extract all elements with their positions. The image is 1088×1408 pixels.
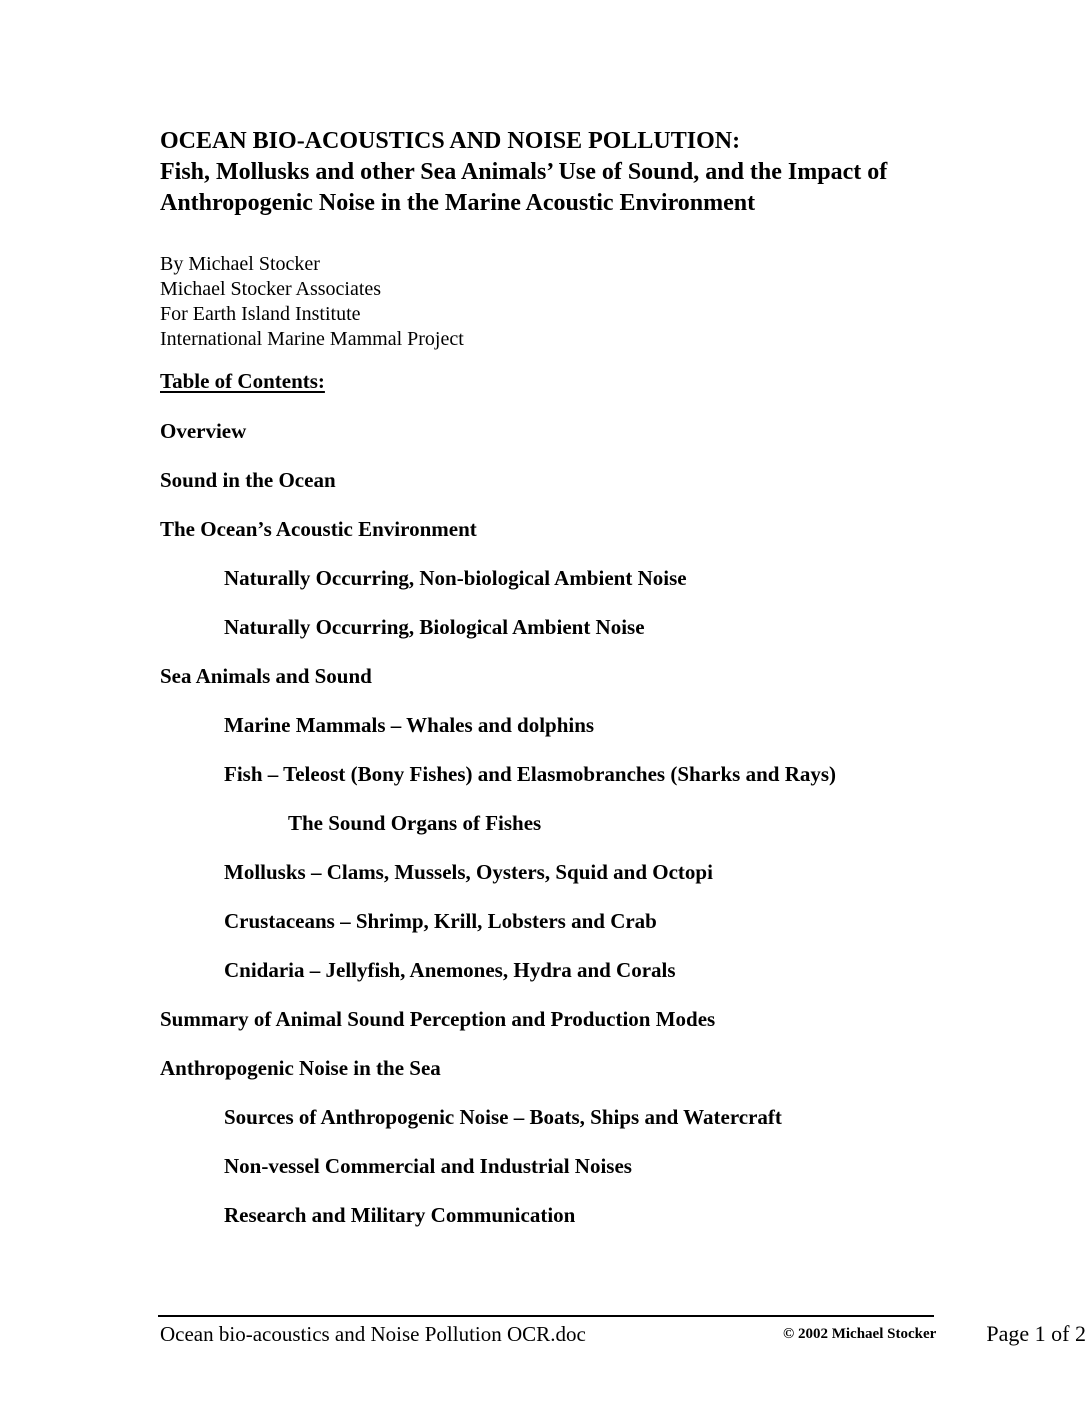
byline-institute: For Earth Island Institute	[160, 303, 361, 325]
toc-item: Anthropogenic Noise in the Sea	[160, 1056, 441, 1080]
footer-divider	[158, 1315, 934, 1317]
byline	[160, 252, 1088, 352]
title-line: Fish, Mollusks and other Sea Animals’ Use of Sound, and the Impact of	[160, 159, 888, 185]
byline-organization: Michael Stocker Associates	[160, 278, 382, 300]
toc-item: Sea Animals and Sound	[160, 664, 372, 688]
toc-list	[160, 420, 1088, 1226]
footer-copyright: © 2002 Michael Stocker	[783, 1326, 937, 1342]
toc-item: Naturally Occurring, Non-biological Ambient Noise	[224, 566, 687, 590]
toc-item: Sound in the Ocean	[160, 468, 336, 492]
title-line: Anthropogenic Noise in the Marine Acoustic Environment	[160, 190, 756, 216]
page-footer	[0, 1315, 1088, 1375]
byline-author: By Michael Stocker	[160, 253, 320, 275]
toc-item: Cnidaria – Jellyfish, Anemones, Hydra and Corals	[224, 958, 676, 982]
document-content	[160, 0, 1088, 1253]
document-title	[160, 126, 1088, 219]
byline-project: International Marine Mammal Project	[160, 328, 464, 350]
toc-item: Mollusks – Clams, Mussels, Oysters, Squid and Octopi	[224, 860, 713, 884]
toc-item: Summary of Animal Sound Perception and Production Modes	[160, 1007, 716, 1031]
toc-item: Sources of Anthropogenic Noise – Boats, Ships and Watercraft	[224, 1105, 782, 1129]
toc-item: Research and Military Communication	[224, 1203, 576, 1227]
toc-item: Overview	[160, 419, 247, 443]
toc-item: Non-vessel Commercial and Industrial Noises	[224, 1154, 632, 1178]
toc-item: The Ocean’s Acoustic Environment	[160, 517, 477, 541]
toc-item: Marine Mammals – Whales and dolphins	[224, 713, 595, 737]
title-line: OCEAN BIO-ACOUSTICS AND NOISE POLLUTION:	[160, 128, 741, 154]
toc-item: Crustaceans – Shrimp, Krill, Lobsters and Crab	[224, 909, 657, 933]
footer-filename: Ocean bio-acoustics and Noise Pollution OCR.doc	[160, 1322, 586, 1346]
toc-item: Naturally Occurring, Biological Ambient Noise	[224, 615, 645, 639]
footer-page-number: Page 1 of 2	[986, 1321, 1086, 1346]
toc-heading-label: Table of Contents:	[160, 369, 325, 393]
toc-item: The Sound Organs of Fishes	[288, 811, 542, 835]
toc-heading	[160, 369, 1088, 394]
toc-item: Fish – Teleost (Bony Fishes) and Elasmobranches (Sharks and Rays)	[224, 762, 837, 786]
